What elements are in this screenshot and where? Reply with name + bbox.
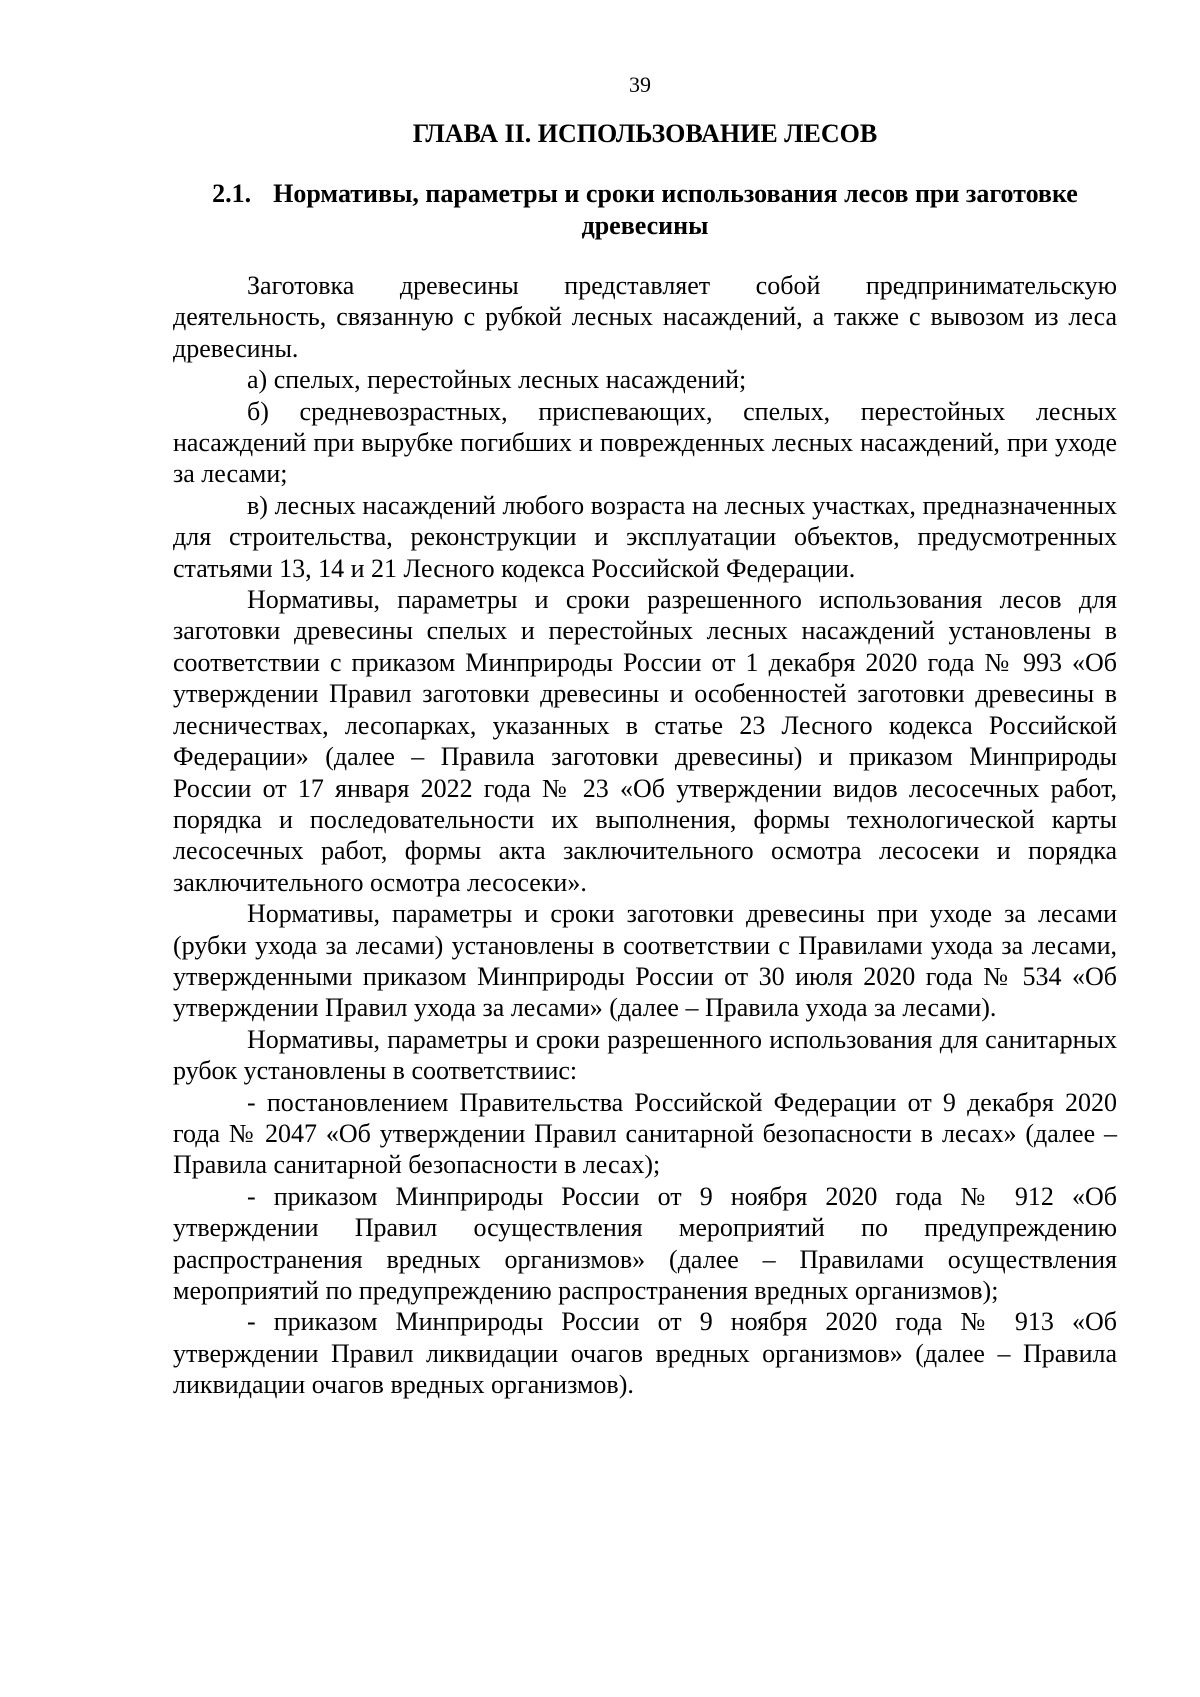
chapter-title: ГЛАВА II. ИСПОЛЬЗОВАНИЕ ЛЕСОВ — [412, 119, 878, 148]
paragraph-mature-stands: Нормативы, параметры и сроки разрешенного использования лесов для заготовки древесины спелых и перестойных лесных насаждений установлены в соответствии с приказом Минприроды России от 1 декабря 2020 года № 993 «Об утверждении Правил заготовки древесины и особенностей заготовки древесины в лесничествах, лесопарках, указанных в статье 23 Лесного кодекса Российской Федерации» (далее – Правила заготовки древесины) и приказом Минприроды России от 17 января 2022 года № 23 «Об утверждении видов лесосечных работ, порядка и последовательности их выполнения, формы технологической карты лесосечных работ, формы акта заключительного осмотра лесосеки и порядка заключительного осмотра лесосеки». — [173, 585, 1117, 897]
document-body — [173, 270, 1117, 1401]
section-number: 2.1. — [212, 179, 252, 208]
paragraph-sanitary: Нормативы, параметры и сроки разрешенного использования для санитарных рубок установлены в соответствиис: — [173, 1024, 1117, 1086]
list-item-decree-2047: - постановлением Правительства Российской Федерации от 9 декабря 2020 года № 2047 «Об утверждении Правил санитарной безопасности в лесах» (далее – Правила санитарной безопасности в лесах); — [173, 1087, 1117, 1180]
section-heading — [170, 178, 1120, 242]
list-item-b: б) средневозрастных, приспевающих, спелых, перестойных лесных насаждений при вырубке погибших и поврежденных лесных насаждений, при уходе за лесами; — [173, 396, 1117, 489]
list-item-c: в) лесных насаждений любого возраста на лесных участках, предназначенных для строительства, реконструкции и эксплуатации объектов, предусмотренных статьями 13, 14 и 21 Лесного кодекса Российской Федерации. — [173, 490, 1117, 583]
list-item-order-912: - приказом Минприроды России от 9 ноября 2020 года № 912 «Об утверждении Правил осуществления мероприятий по предупреждению распространения вредных организмов» (далее – Правилами осуществления мероприятий по предупреждению распространения вредных организмов); — [173, 1181, 1117, 1305]
list-item-a: а) спелых, перестойных лесных насаждений; — [247, 365, 747, 395]
paragraph-thinning: Нормативы, параметры и сроки заготовки древесины при уходе за лесами (рубки ухода за лесами) установлены в соответствии с Правилами ухода за лесами, утвержденными приказом Минприроды России от 30 июля 2020 года № 534 «Об утверждении Правил ухода за лесами» (далее – Правила ухода за лесами). — [173, 899, 1117, 1023]
section-title: Нормативы, параметры и сроки использования лесов при заготовке древесины — [273, 179, 1078, 240]
page-number: 39 — [629, 72, 651, 97]
list-item-order-913: - приказом Минприроды России от 9 ноября 2020 года № 913 «Об утверждении Правил ликвидации очагов вредных организмов» (далее – Правила ликвидации очагов вредных организмов). — [173, 1307, 1117, 1400]
paragraph-definition: Заготовка древесины представляет собой предпринимательскую деятельность, связанную с рубкой лесных насаждений, а также с вывозом из леса древесины. — [173, 271, 1117, 363]
